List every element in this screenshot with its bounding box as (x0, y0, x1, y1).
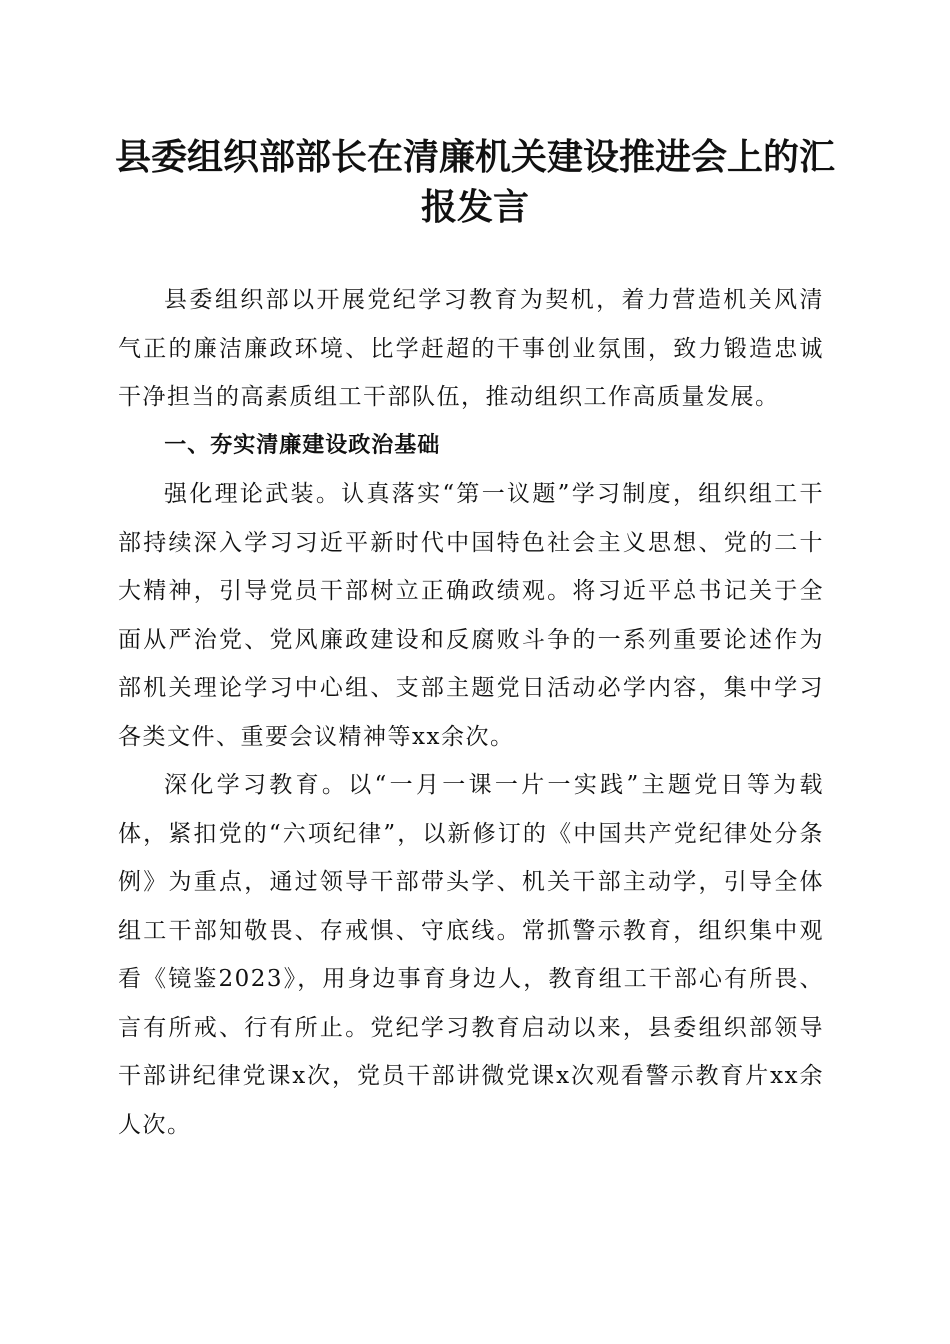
document-title: 县委组织部部长在清廉机关建设推进会上的汇报发言 (114, 136, 835, 228)
section-heading-1: 一、夯实清廉建设政治基础 (164, 432, 441, 458)
intro-paragraph: 县委组织部以开展党纪学习教育为契机，着力营造机关风清气正的廉洁廉政环境、比学赶超的干事创业氛围，致力锻造忠诚干净担当的高素质组工干部队伍，推动组织工作高质量发展。 (118, 287, 824, 410)
paragraph-education: 深化学习教育。以“一月一课一片一实践”主题党日等为载体，紧扣党的“六项纪律”，以新修订的《中国共产党纪律处分条例》为重点，通过领导干部带头学、机关干部主动学，引导全体组工干部知敬畏、存戒惧、守底线。常抓警示教育，组织集中观看《镜鉴2023》，用身边事育身边人，教育组工干部心有所畏、言有所戒、行有所止。党纪学习教育启动以来，县委组织部领导干部讲纪律党课x次，党员干部讲微党课x次观看警示教育片xx余人次。 (118, 772, 824, 1138)
paragraph-theory: 强化理论武装。认真落实“第一议题”学习制度，组织组工干部持续深入学习习近平新时代中国特色社会主义思想、党的二十大精神，引导党员干部树立正确政绩观。将习近平总书记关于全面从严治党、党风廉政建设和反腐败斗争的一系列重要论述作为部机关理论学习中心组、支部主题党日活动必学内容，集中学习各类文件、重要会议精神等xx余次。 (118, 481, 824, 750)
document-body (118, 276, 824, 1149)
